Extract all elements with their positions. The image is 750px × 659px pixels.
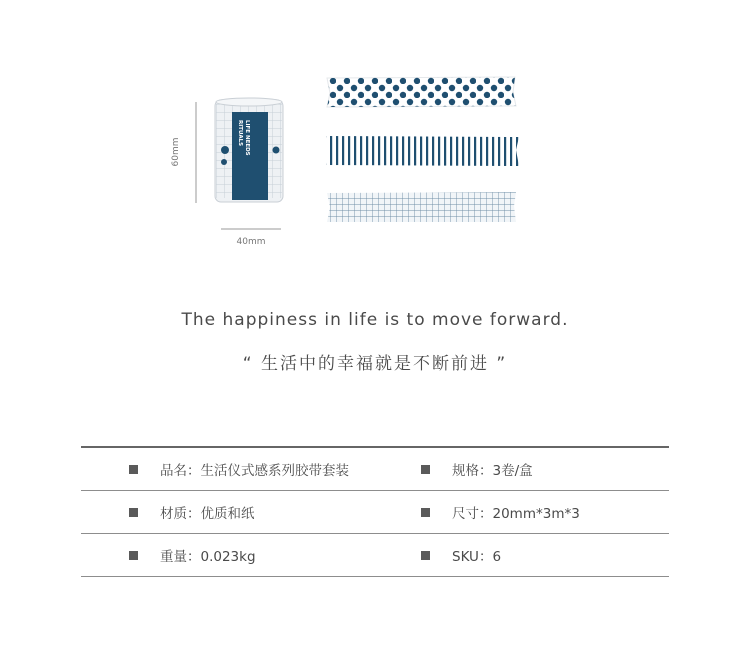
- product-image: [0, 0, 750, 260]
- table-row: [81, 534, 669, 576]
- spec-item: [129, 448, 349, 490]
- spec-item: [129, 534, 256, 576]
- tape-strip-dots: [327, 77, 516, 107]
- canister-label-line1: LIFE NEEDS: [244, 120, 250, 156]
- square-bullet-icon: [129, 508, 138, 517]
- spec-text: SKU：6: [452, 549, 502, 565]
- tape-canister: [215, 98, 283, 202]
- spec-item: [129, 491, 255, 533]
- spec-item: [421, 491, 580, 533]
- table-divider: [81, 576, 669, 577]
- spec-item: [421, 534, 501, 576]
- square-bullet-icon: [421, 551, 430, 560]
- product-illustration: [0, 0, 750, 260]
- table-row: [81, 448, 669, 490]
- canister-label-line2: RITUALS: [237, 120, 243, 147]
- spec-text: 品名：生活仪式感系列胶带套装: [160, 463, 349, 479]
- spec-text: 材质：优质和纸: [160, 506, 255, 522]
- spec-table: [81, 446, 669, 577]
- square-bullet-icon: [421, 465, 430, 474]
- square-bullet-icon: [129, 465, 138, 474]
- tagline-chinese: “ 生活中的幸福就是不断前进 ”: [242, 354, 508, 374]
- table-row: [81, 491, 669, 533]
- spec-text: 尺寸：20mm*3m*3: [452, 506, 580, 522]
- tagline-english: The happiness in life is to move forward.: [181, 310, 569, 330]
- square-bullet-icon: [129, 551, 138, 560]
- width-dimension-label: 40mm: [236, 237, 266, 247]
- height-dimension-label: 60mm: [171, 137, 181, 167]
- spec-text: 规格：3卷/盒: [452, 463, 533, 479]
- tape-strip-stripes: [326, 136, 519, 166]
- spec-item: [421, 448, 533, 490]
- square-bullet-icon: [421, 508, 430, 517]
- tape-strip-grid: [327, 192, 516, 222]
- spec-text: 重量：0.023kg: [160, 549, 256, 565]
